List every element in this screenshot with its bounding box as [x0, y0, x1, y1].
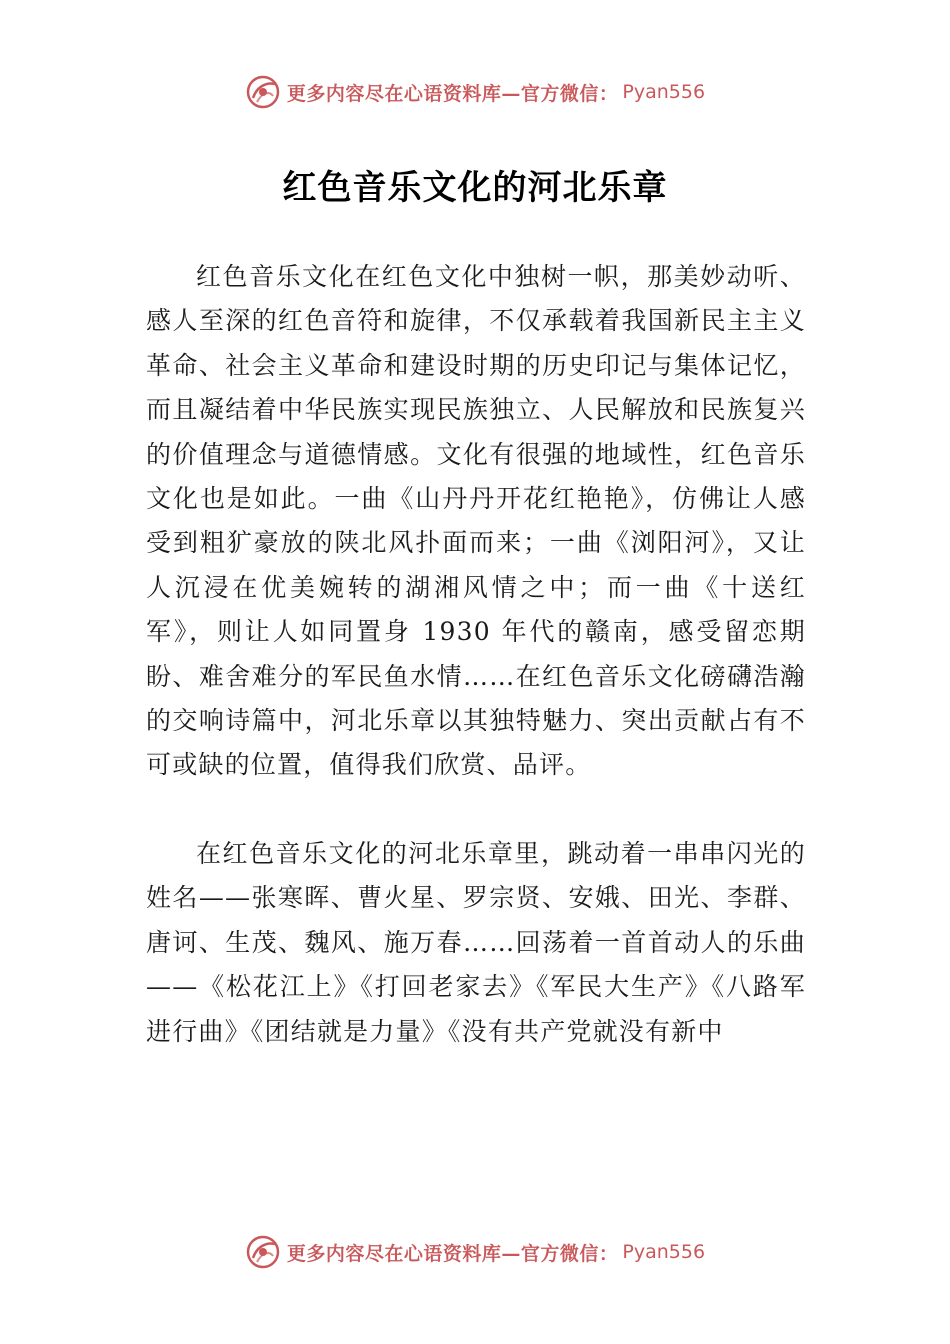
document-title: 红色音乐文化的河北乐章 — [282, 168, 668, 208]
header-banner — [0, 70, 950, 114]
banner-text: 更多内容尽在心语资料库—官方微信： — [286, 82, 619, 105]
document-body — [146, 255, 806, 1054]
banner-text: 更多内容尽在心语资料库—官方微信： — [286, 1242, 619, 1265]
logo-icon — [245, 1234, 281, 1270]
banner-wechat-id: Pyan556 — [622, 81, 706, 103]
logo-icon — [245, 74, 281, 110]
paragraph-1: 红色音乐文化在红色文化中独树一帜，那美妙动听、感人至深的红色音符和旋律，不仅承载着我国新民主主义革命、社会主义革命和建设时期的历史印记与集体记忆，而且凝结着中华民族实现民族独立、人民解放和民族复兴的价值理念与道德情感。文化有很强的地域性，红色音乐文化也是如此。一曲《山丹丹开花红艳艳》，仿佛让人感受到粗犷豪放的陕北风扑面而来；一曲《浏阳河》，又让人沉浸在优美婉转的湖湘风情之中；而一曲《十送红军》，则让人如同置身 1930 年代的赣南，感受留恋期盼、难舍难分的军民鱼水情……在红色音乐文化磅礴浩瀚的交响诗篇中，河北乐章以其独特魅力、突出贡献占有不可或缺的位置，值得我们欣赏、品评。 — [146, 262, 806, 780]
footer-banner — [0, 1230, 950, 1274]
paragraph-2: 在红色音乐文化的河北乐章里，跳动着一串串闪光的姓名——张寒晖、曹火星、罗宗贤、安娥、田光、李群、唐诃、生茂、魏风、施万春……回荡着一首首动人的乐曲——《松花江上》《打回老家去》《军民大生产》《八路军进行曲》《团结就是力量》《没有共产党就没有新中 — [146, 838, 806, 1046]
banner-wechat-id: Pyan556 — [622, 1241, 706, 1263]
